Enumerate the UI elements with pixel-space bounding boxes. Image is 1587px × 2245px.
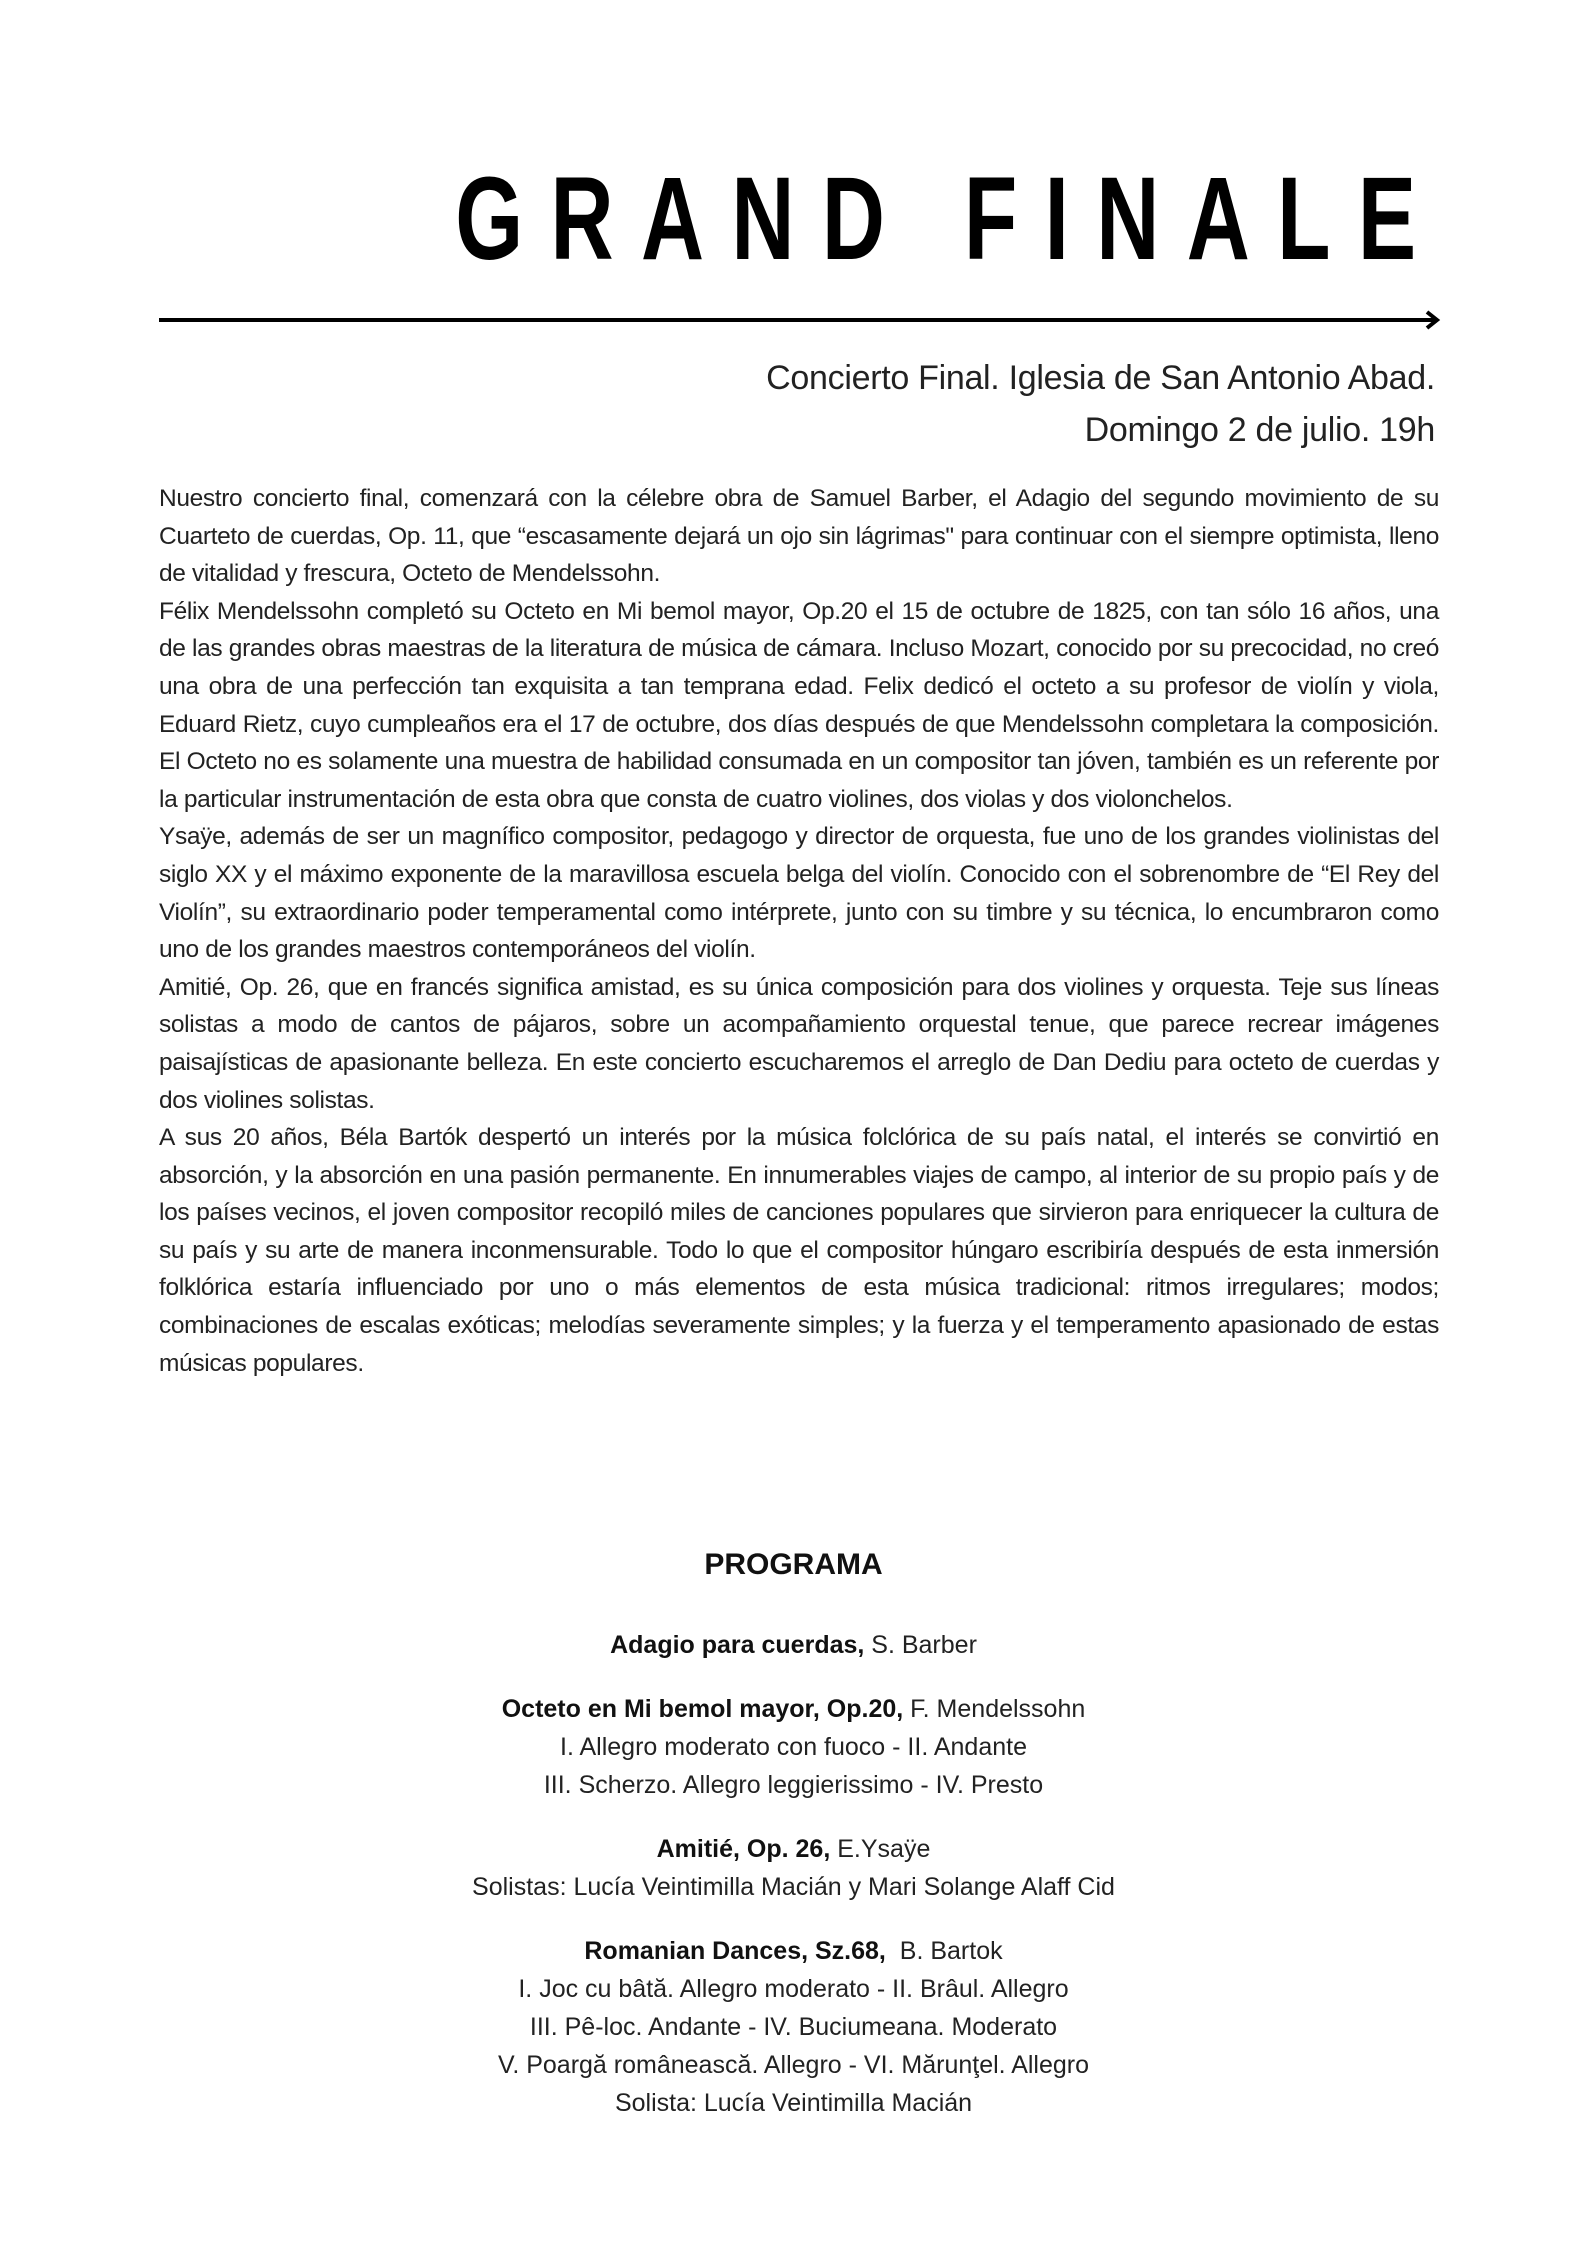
paragraph-ysaye: Ysaÿe, además de ser un magnífico compositor, pedagogo y director de orquesta, fue uno de los grandes violinistas del siglo XX y el máximo exponente de la maravillosa escuela belga del violín. Conocido con el sobrenombre de “El Rey del Violín”, su extraordinario poder temperamental como intérprete, junto con su timbre y su técnica, lo encumbraron como uno de los grandes maestros contemporáneos del violín.	[159, 823, 1439, 964]
composer: B. Bartok	[885, 1937, 1003, 1965]
soloist-line: Solista: Lucía Veintimilla Macián	[614, 2089, 973, 2117]
paragraph-intro: Nuestro concierto final, comenzará con la célebre obra de Samuel Barber, el Adagio del segundo movimiento de su Cuarteto de cuerdas, Op. 11, que “escasamente dejará un ojo sin lágrimas" para continuar con el siempre optimista, lleno de vitalidad y frescura, Octeto de Mendelssohn.	[159, 485, 1439, 588]
arrow-divider-icon	[159, 308, 1441, 332]
program-item-bartok	[0, 1932, 1587, 2122]
composer: S. Barber	[864, 1631, 977, 1659]
soloists-line: Solistas: Lucía Veintimilla Macián y Mari Solange Alaff Cid	[472, 1873, 1115, 1901]
movement-line: V. Poargă românească. Allegro - VI. Mărunţel. Allegro	[497, 2051, 1090, 2079]
movement-line: I. Joc cu bâtă. Allegro moderato - II. Brâul. Allegro	[518, 1975, 1069, 2003]
program-list	[0, 1626, 1587, 2148]
venue-line: Concierto Final. Iglesia de San Antonio Abad.	[766, 359, 1435, 397]
program-heading: PROGRAMA	[704, 1548, 883, 1581]
page-title: GRAND FINALE	[455, 153, 1444, 285]
work-title: Amitié, Op. 26,	[656, 1835, 831, 1863]
paragraph-mendelssohn: Félix Mendelssohn completó su Octeto en Mi bemol mayor, Op.20 el 15 de octubre de 1825, con tan sólo 16 años, una de las grandes obras maestras de la literatura de música de cámara. Incluso Mozart, conocido por su precocidad, no creó una obra de una perfección tan exquisita a tan temprana edad. Felix dedicó el octeto a su profesor de violín y viola, Eduard Rietz, cuyo cumpleaños era el 17 de octubre, dos días después de que Mendelssohn completara la composición. El Octeto no es solamente una muestra de habilidad consumada en un compositor tan jóven, también es un referente por la particular instrumentación de esta obra que consta de cuatro violines, dos violas y dos violonchelos.	[159, 597, 1439, 813]
program-item-barber	[0, 1626, 1587, 1664]
work-title: Adagio para cuerdas,	[610, 1631, 865, 1659]
paragraph-bartok: A sus 20 años, Béla Bartók despertó un interés por la música folclórica de su país natal, el interés se convirtió en absorción, y la absorción en una pasión permanente. En innumerables viajes de campo, al interior de su propio país y de los países vecinos, el joven compositor recopiló miles de canciones populares que sirvieron para enriquecer la cultura de su país y su arte de manera inconmensurable. Todo lo que el compositor húngaro escribiría después de esta inmersión folklórica estaría influenciado por uno o más elementos de esta música tradicional: ritmos irregulares; modos; combinaciones de escalas exóticas; melodías severamente simples; y la fuerza y el temperamento apasionado de estas músicas populares.	[159, 1124, 1439, 1377]
program-item-ysaye	[0, 1830, 1587, 1906]
movement-line: I. Allegro moderato con fuoco - II. Andante	[560, 1733, 1027, 1761]
composer: F. Mendelssohn	[903, 1695, 1086, 1723]
event-details	[766, 352, 1435, 456]
work-title: Octeto en Mi bemol mayor, Op.20,	[501, 1695, 904, 1723]
concert-description	[159, 480, 1439, 1382]
composer: E.Ysaÿe	[830, 1835, 931, 1863]
program-item-mendelssohn	[0, 1690, 1587, 1804]
work-title: Romanian Dances, Sz.68,	[584, 1937, 886, 1965]
paragraph-amitie: Amitié, Op. 26, que en francés significa amistad, es su única composición para dos violines y orquesta. Teje sus líneas solistas a modo de cantos de pájaros, sobre un acompañamiento orquestal tenue, que parece recrear imágenes paisajísticas de apasionante belleza. En este concierto escucharemos el arreglo de Dan Dediu para octeto de cuerdas y dos violines solistas.	[159, 973, 1439, 1114]
date-line: Domingo 2 de julio. 19h	[1084, 411, 1435, 449]
movement-line: III. Pê-loc. Andante - IV. Buciumeana. Moderato	[529, 2013, 1058, 2041]
movement-line: III. Scherzo. Allegro leggierissimo - IV. Presto	[543, 1771, 1044, 1799]
